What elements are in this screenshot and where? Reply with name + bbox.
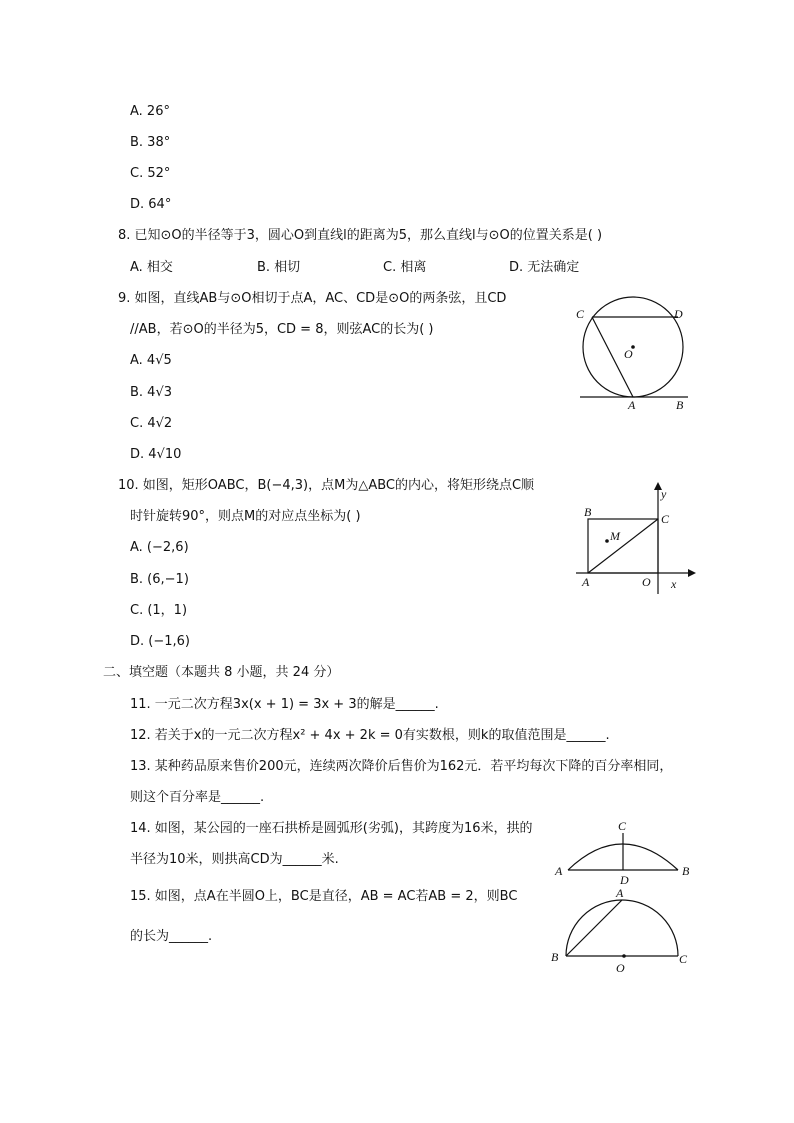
q14-stem-line1: 14. 如图，某公园的一座石拱桥是圆弧形(劣弧)，其跨度为16米，拱的 xyxy=(130,821,533,836)
q14-bridge-figure xyxy=(552,818,697,888)
q8-stem: 8. 已知⊙O的半径等于3，圆心O到直线l的距离为5，那么直线l与⊙O的位置关系是( ) xyxy=(118,228,603,243)
q10-label-m: M xyxy=(610,529,620,543)
q11-stem: 11. 一元二次方程3x(x + 1) = 3x + 3的解是______. xyxy=(130,697,439,712)
q7-option-b: B. 38° xyxy=(130,135,171,150)
q13-stem-line2: 则这个百分率是______. xyxy=(130,790,265,805)
q10-label-b: B xyxy=(584,505,592,519)
q8-option-b: B. 相切 xyxy=(257,260,301,275)
q10-label-y: y xyxy=(661,487,667,501)
q15-label-b: B xyxy=(551,950,559,964)
q10-label-c: C xyxy=(661,512,670,526)
q10-point-m xyxy=(605,539,609,543)
q8-option-c: C. 相离 xyxy=(383,260,427,275)
q10-stem-line1: 10. 如图，矩形OABC，B(−4,3)，点M为△ABC的内心，将矩形绕点C顺 xyxy=(118,478,535,493)
q14-label-c: C xyxy=(618,819,627,833)
q14-stem-line2: 半径为10米，则拱高CD为______米. xyxy=(130,852,339,867)
q10-label-x: x xyxy=(671,577,677,591)
q12-stem: 12. 若关于x的一元二次方程x² + 4x + 2k = 0有实数根，则k的取值范围是______. xyxy=(130,728,610,743)
q9-option-d: D. 4√10 xyxy=(130,447,182,462)
q7-option-c: C. 52° xyxy=(130,166,171,181)
q7-option-d: D. 64° xyxy=(130,197,172,212)
q9-label-c: C xyxy=(576,307,585,321)
q10-stem-line2: 时针旋转90°，则点M的对应点坐标为( ) xyxy=(130,509,361,524)
q15-stem-line1: 15. 如图，点A在半圆O上，BC是直径，AB = AC若AB = 2，则BC xyxy=(130,889,518,904)
q13-stem-line1: 13. 某种药品原来售价200元，连续两次降价后售价为162元．若平均每次下降的百分率相同， xyxy=(130,759,673,774)
q7-option-a: A. 26° xyxy=(130,104,170,119)
q9-label-b: B xyxy=(676,398,684,412)
q10-rectangle-figure xyxy=(572,478,700,596)
q9-option-c: C. 4√2 xyxy=(130,416,173,431)
q10-x-axis-arrow xyxy=(688,569,696,577)
q15-stem-line2: 的长为______. xyxy=(130,929,213,944)
q14-label-d: D xyxy=(620,873,629,887)
q15-label-o: O xyxy=(616,961,625,975)
q15-semicircle-figure xyxy=(546,884,696,976)
q14-label-a: A xyxy=(555,864,563,878)
q10-option-b: B. (6,−1) xyxy=(130,572,189,587)
q9-stem-line1: 9. 如图，直线AB与⊙O相切于点A，AC、CD是⊙O的两条弦，且CD xyxy=(118,291,507,306)
section-heading: 二、填空题（本题共 8 小题，共 24 分） xyxy=(103,665,340,680)
q9-option-a: A. 4√5 xyxy=(130,353,172,368)
q9-stem-line2: //AB，若⊙O的半径为5，CD = 8，则弦AC的长为( ) xyxy=(130,322,434,337)
q15-semicircle-arc xyxy=(566,900,678,956)
q9-label-a: A xyxy=(628,398,636,412)
q8-option-d: D. 无法确定 xyxy=(509,260,580,275)
q15-center-dot xyxy=(622,954,626,958)
q8-option-a: A. 相交 xyxy=(130,260,173,275)
q9-option-b: B. 4√3 xyxy=(130,385,173,400)
q10-label-o: O xyxy=(642,575,651,589)
q15-label-a: A xyxy=(616,886,624,900)
q10-label-a: A xyxy=(582,575,590,589)
q14-label-b: B xyxy=(682,864,690,878)
q10-option-d: D. (−1,6) xyxy=(130,634,190,649)
q10-option-c: C. (1，1) xyxy=(130,603,188,618)
q10-option-a: A. (−2,6) xyxy=(130,540,189,555)
q15-label-c: C xyxy=(679,952,688,966)
q9-circle-figure xyxy=(570,295,695,415)
q9-label-o: O xyxy=(624,347,633,361)
q9-label-d: D xyxy=(674,307,683,321)
q10-diagonal-ac xyxy=(588,519,658,573)
q15-chord-ab xyxy=(566,900,622,956)
